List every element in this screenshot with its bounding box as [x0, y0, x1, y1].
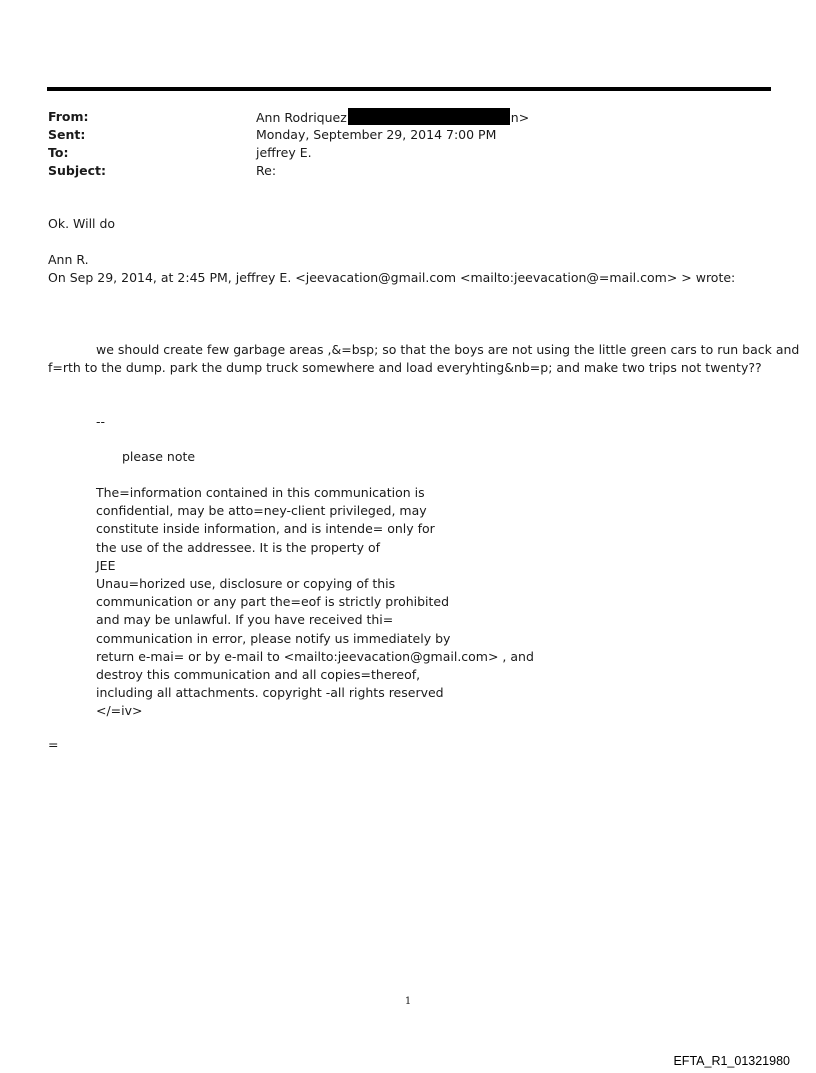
disclaimer-line: Unau=horized use, disclosure or copying of this: [96, 576, 396, 592]
reply-line: Ok. Will do: [48, 216, 116, 231]
quote-attribution: On Sep 29, 2014, at 2:45 PM, jeffrey E. <jeevacation@gmail.com <mailto:jeevacation@=mail.com> > wrote:: [48, 270, 736, 285]
sent-value: Monday, September 29, 2014 7:00 PM: [256, 127, 497, 142]
disclaimer-line: confidential, may be atto=ney-client privileged, may: [96, 503, 427, 519]
quoted-line-1: we should create few garbage areas ,&=bsp; so that the boys are not using the little green cars to run back and: [96, 342, 800, 357]
from-trailing: n>: [510, 110, 530, 125]
signature-separator: --: [96, 414, 106, 429]
disclaimer-block: [96, 484, 534, 721]
sent-row: [48, 126, 768, 144]
email-header: [48, 108, 768, 180]
disclaimer-line: communication or any part the=eof is strictly prohibited: [96, 594, 450, 610]
from-label: From:: [48, 109, 89, 124]
subject-label: Subject:: [48, 163, 106, 178]
disclaimer-line: constitute inside information, and is intende= only for: [96, 521, 435, 537]
from-name: Ann Rodriquez: [256, 110, 347, 125]
page-number: 1: [404, 996, 412, 1007]
reply-signature: Ann R.: [48, 252, 89, 267]
bates-number: EFTA_R1_01321980: [673, 1054, 790, 1068]
disclaimer-line: </=iv>: [96, 703, 143, 719]
please-note: please note: [122, 449, 196, 464]
trailing-char: =: [48, 737, 59, 752]
header-rule: [47, 87, 771, 91]
to-label: To:: [48, 145, 69, 160]
disclaimer-line: return e-mai= or by e-mail to <mailto:jeevacation@gmail.com> , and: [96, 648, 534, 664]
sent-label: Sent:: [48, 127, 86, 142]
from-row: [48, 108, 768, 126]
disclaimer-line: destroy this communication and all copies=thereof,: [96, 667, 421, 683]
disclaimer-line: communication in error, please notify us immediately by: [96, 630, 451, 646]
redaction-block: [348, 108, 510, 125]
subject-row: [48, 162, 768, 180]
to-value: jeffrey E.: [256, 145, 312, 160]
disclaimer-line: including all attachments. copyright -all rights reserved: [96, 685, 444, 701]
subject-value: Re:: [256, 163, 277, 178]
to-row: [48, 144, 768, 162]
disclaimer-line: The=information contained in this communication is: [96, 485, 425, 500]
disclaimer-line: the use of the addressee. It is the property of: [96, 539, 381, 555]
from-value: [256, 108, 529, 127]
disclaimer-line: JEE: [96, 557, 116, 573]
disclaimer-line: and may be unlawful. If you have received thi=: [96, 612, 394, 628]
quoted-line-2: f=rth to the dump. park the dump truck somewhere and load everyhting&nb=p; and make two trips not twenty??: [48, 360, 762, 375]
